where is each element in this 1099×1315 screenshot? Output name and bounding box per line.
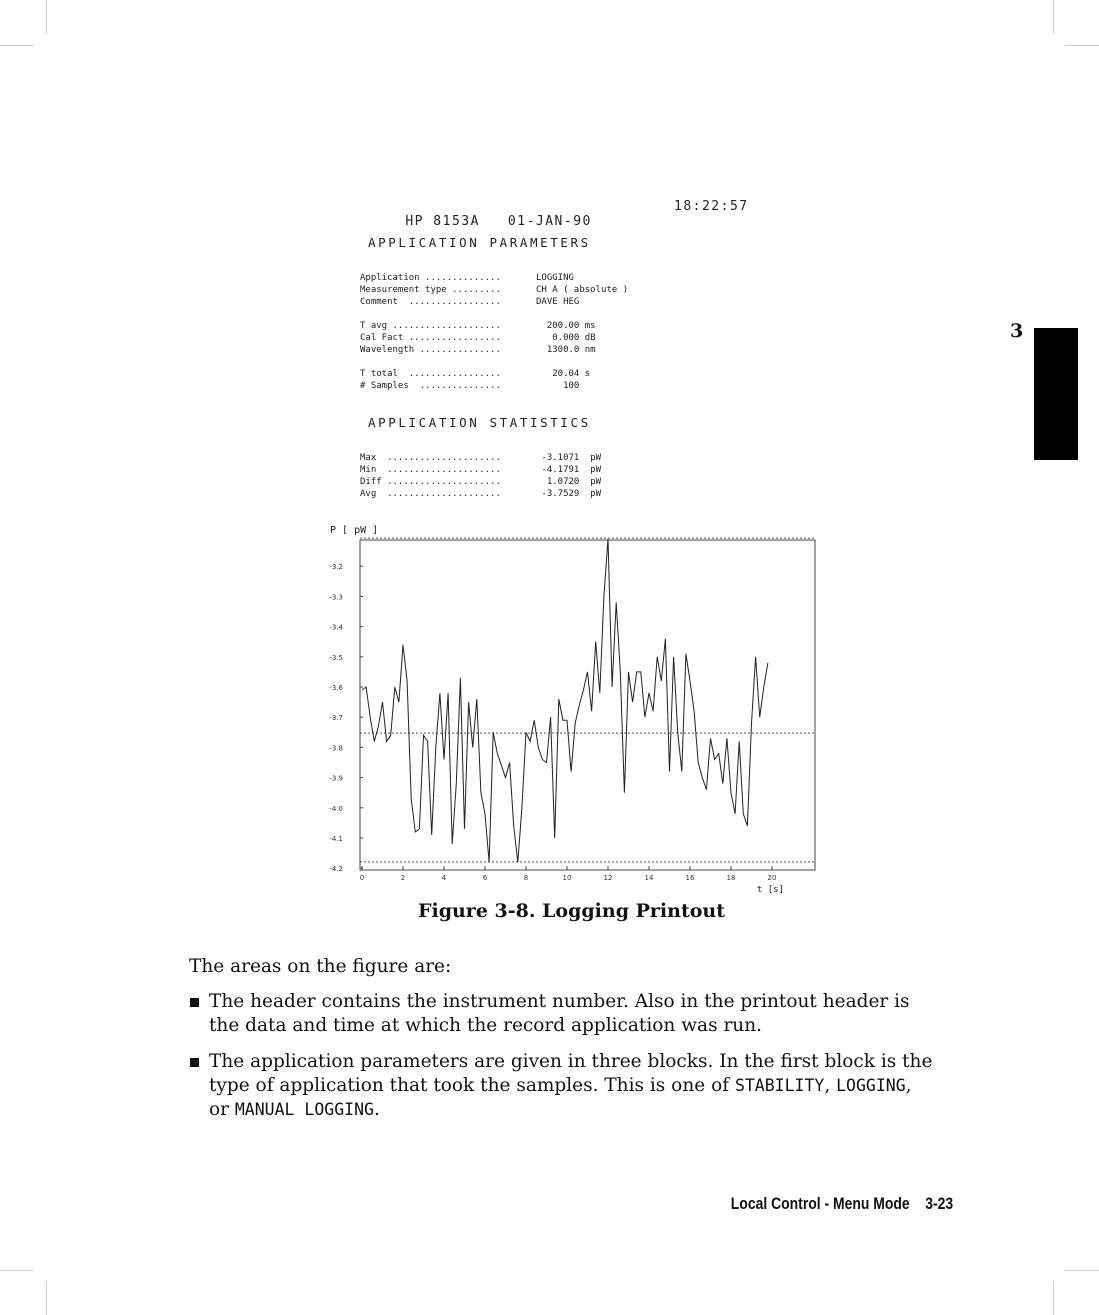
parameters-title: APPLICATION PARAMETERS bbox=[368, 235, 591, 250]
x-tick-label: 20 bbox=[767, 874, 777, 882]
bullet-marker bbox=[190, 1058, 199, 1067]
param-row: Wavelength ............... 1300.0 nm bbox=[360, 345, 596, 355]
figure-caption: Figure 3-8. Logging Printout bbox=[418, 900, 725, 922]
x-tick-label: 18 bbox=[726, 874, 736, 882]
y-tick-label: -3.4 bbox=[329, 623, 343, 632]
y-tick-label: -4.2 bbox=[329, 865, 343, 874]
code-logging: LOGGING bbox=[836, 1076, 906, 1095]
param-row: Application .............. LOGGING bbox=[360, 273, 574, 283]
bullet-2-text bbox=[209, 1050, 932, 1122]
code-manual-logging: MANUAL LOGGING bbox=[234, 1100, 374, 1119]
y-tick-label: -3.7 bbox=[329, 714, 343, 723]
param-row: Cal Fact ................. 0.000 dB bbox=[360, 333, 596, 343]
y-tick-label: -3.5 bbox=[329, 653, 343, 662]
bullet-2-line-3: or MANUAL LOGGING. bbox=[209, 1099, 380, 1120]
y-tick-label: -3.2 bbox=[329, 563, 343, 572]
param-row: T avg .................... 200.00 ms bbox=[360, 321, 596, 331]
plot-frame bbox=[360, 540, 815, 870]
footer-section: Local Control - Menu Mode bbox=[730, 1194, 910, 1213]
bullet-1-line-2: the data and time at which the record application was run. bbox=[209, 1015, 763, 1036]
instrument-name: HP 8153A bbox=[405, 214, 480, 229]
printout-date: 01-JAN-90 bbox=[507, 214, 592, 229]
code-stability: STABILITY bbox=[734, 1076, 825, 1095]
y-tick-label: -4.1 bbox=[329, 835, 343, 843]
param-row: # Samples ............... 100 bbox=[360, 381, 580, 391]
y-axis-label: P [ pW ] bbox=[330, 525, 379, 536]
footer-page-number: 3-23 bbox=[925, 1194, 953, 1213]
y-tick-label: -3.8 bbox=[329, 744, 343, 753]
crop-mark-bottom-left-h bbox=[0, 1270, 34, 1271]
y-tick-label: -3.6 bbox=[329, 684, 343, 692]
x-axis-label: t [s] bbox=[756, 885, 784, 895]
x-tick-label: 2 bbox=[400, 874, 406, 882]
y-tick-label: -3.9 bbox=[329, 774, 343, 783]
statistics-title: APPLICATION STATISTICS bbox=[368, 415, 591, 430]
printout-time: 18:22:57 bbox=[674, 199, 749, 214]
stat-row: Avg ..................... -3.7529 pW bbox=[360, 489, 602, 499]
stat-row: Diff ..................... 1.0720 pW bbox=[360, 477, 602, 487]
x-tick-label: 14 bbox=[644, 874, 654, 882]
x-tick-label: 10 bbox=[562, 874, 572, 882]
bullet-2-line-1: The application parameters are given in three blocks. In the first block is the bbox=[209, 1051, 933, 1072]
param-row: T total ................. 20.04 s bbox=[360, 369, 591, 379]
series-line bbox=[362, 539, 768, 862]
bullet-1-text bbox=[209, 990, 910, 1038]
x-tick-label: 16 bbox=[685, 874, 695, 882]
x-tick-label: 8 bbox=[523, 874, 529, 882]
param-row: Measurement type ......... CH A ( absolute ) bbox=[360, 285, 629, 295]
bullet-marker bbox=[190, 998, 199, 1007]
x-tick-label: 6 bbox=[482, 874, 488, 882]
stat-row: Max ..................... -3.1071 pW bbox=[360, 453, 602, 463]
param-row: Comment ................. DAVE HEG bbox=[360, 297, 580, 307]
stat-row: Min ..................... -4.1791 pW bbox=[360, 465, 602, 475]
x-tick-label: 4 bbox=[441, 874, 447, 882]
x-tick-label: 0 bbox=[359, 874, 365, 882]
bullet-1-line-1: The header contains the instrument number. Also in the printout header is bbox=[209, 991, 910, 1012]
bullet-2-line-2: type of application that took the samples. This is one of STABILITY, LOGGING, bbox=[209, 1075, 912, 1096]
y-tick-label: -4.0 bbox=[329, 804, 343, 813]
crop-mark-bottom-right-h bbox=[1065, 1270, 1099, 1271]
chapter-tab-number: 3 bbox=[1010, 320, 1024, 342]
crop-mark-bottom-right-v bbox=[1053, 1281, 1054, 1315]
crop-mark-bottom-left-v bbox=[46, 1281, 47, 1315]
intro-text: The areas on the figure are: bbox=[189, 956, 452, 977]
y-tick-label: -3.3 bbox=[329, 593, 343, 602]
x-tick-label: 12 bbox=[603, 874, 613, 882]
page-footer bbox=[731, 1194, 953, 1214]
